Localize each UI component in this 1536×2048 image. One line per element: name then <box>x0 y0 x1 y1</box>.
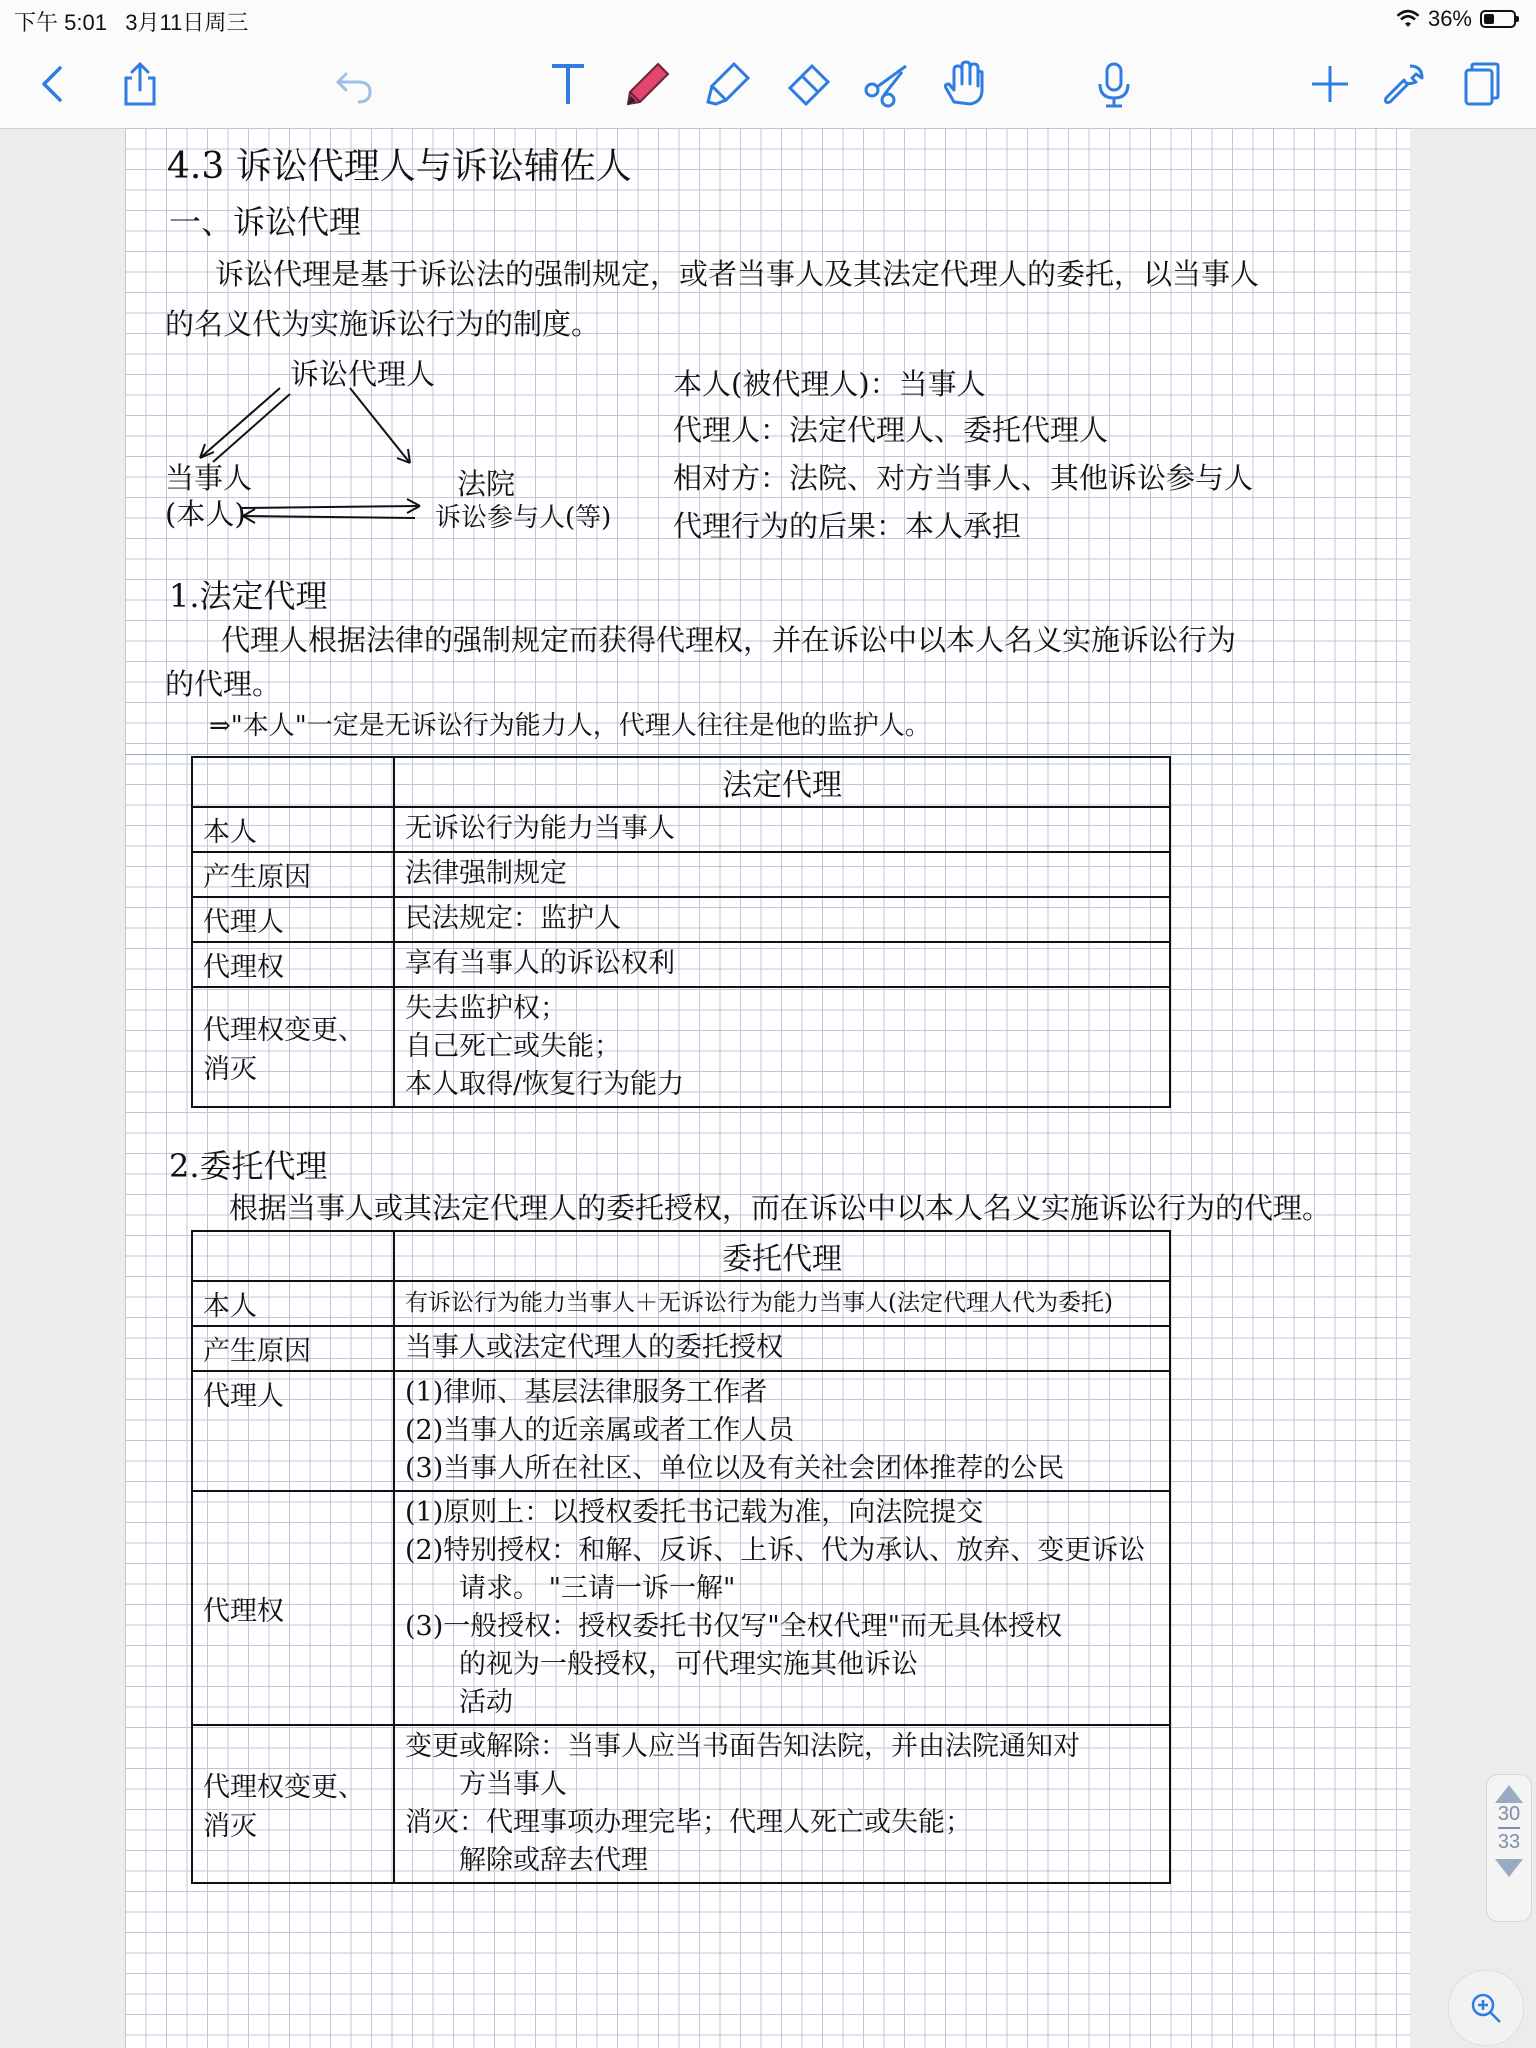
table-row <box>192 897 1170 942</box>
page-indicator[interactable] <box>1486 1774 1532 1922</box>
agency-diagram <box>165 358 635 558</box>
table1-value <box>394 897 1170 942</box>
table-row <box>192 807 1170 852</box>
cell-line: 本人取得/恢复行为能力 <box>405 1069 685 1100</box>
section1-heading: 一、诉讼代理 <box>169 203 362 241</box>
table-row <box>192 1371 1170 1491</box>
pages-icon[interactable] <box>1454 56 1510 112</box>
table-row <box>192 1725 1170 1883</box>
table-row <box>192 1326 1170 1371</box>
status-date: 3月11日周三 <box>125 10 249 35</box>
notes-line-2: 代理人：法定代理人、委托代理人 <box>673 413 1109 447</box>
table2-value <box>394 1491 1170 1725</box>
status-right <box>1396 6 1516 32</box>
table2-value <box>394 1326 1170 1371</box>
notes-line-1: 本人(被代理人)：当事人 <box>673 367 986 401</box>
cell-line: (1)律师、基层法律服务工作者 <box>405 1377 768 1408</box>
table-row <box>192 852 1170 897</box>
diagram-principal-line1: 当事人 <box>165 461 253 495</box>
page-break-line <box>125 754 1410 755</box>
table2-header: 委托代理 <box>394 1231 1170 1281</box>
table1-label: 本人 <box>192 807 394 852</box>
section2-text-line2: 的代理。 <box>165 667 282 701</box>
table-row <box>192 987 1170 1107</box>
notes-line-3: 相对方：法院、对方当事人、其他诉讼参与人 <box>673 461 1254 495</box>
cell-line: 的视为一般授权，可代理实施其他诉讼 <box>405 1649 918 1680</box>
eraser-icon[interactable] <box>780 56 836 112</box>
cell-line: (2)特别授权：和解、反诉、上诉、代为承认、放弃、变更诉讼 <box>405 1535 1146 1566</box>
section3-text: 根据当事人或其法定代理人的委托授权，而在诉讼中以本人名义实施诉讼行为的代理。 <box>229 1191 1332 1225</box>
table2-value <box>394 1725 1170 1883</box>
cell-line: 请求。 "三请一诉一解" <box>405 1573 736 1604</box>
table2-value <box>394 1281 1170 1326</box>
settings-wrench-icon[interactable] <box>1376 56 1432 112</box>
table2-label: 产生原因 <box>192 1326 394 1371</box>
table2-value <box>394 1371 1170 1491</box>
page-separator <box>1498 1827 1520 1829</box>
diagram-principal-line2: (本人) <box>165 497 246 531</box>
lasso-scissors-icon[interactable] <box>858 56 914 112</box>
diagram-court-line1: 法院 <box>457 467 516 501</box>
table1-value <box>394 942 1170 987</box>
add-icon[interactable] <box>1302 56 1358 112</box>
zoom-in-icon <box>1468 1990 1504 2026</box>
cell-line: 消灭：代理事项办理完毕；代理人死亡或失能； <box>405 1807 972 1838</box>
section1-text-line2: 的名义代为实施诉讼行为的制度。 <box>165 307 601 341</box>
cell-line: 法律强制规定 <box>405 858 567 889</box>
cell-line: 无诉讼行为能力当事人 <box>405 813 675 844</box>
table-row <box>192 1491 1170 1725</box>
cell-line: (3)当事人所在社区、单位以及有关社会团体推荐的公民 <box>405 1453 1065 1484</box>
battery-icon <box>1480 10 1516 28</box>
table-row <box>192 1281 1170 1326</box>
share-icon[interactable] <box>112 56 168 112</box>
page-down-icon[interactable] <box>1495 1859 1523 1877</box>
table1-label: 代理权变更、消灭 <box>192 987 394 1107</box>
diagram-agent: 诉讼代理人 <box>290 357 436 391</box>
table1-value <box>394 987 1170 1107</box>
cell-line: 解除或辞去代理 <box>405 1845 648 1876</box>
cell-line: 方当事人 <box>405 1769 567 1800</box>
cell-line: (2)当事人的近亲属或者工作人员 <box>405 1415 795 1446</box>
cell-line: 享有当事人的诉讼权利 <box>405 948 675 979</box>
cell-line: 民法规定：监护人 <box>405 903 621 934</box>
highlighter-icon[interactable] <box>700 56 756 112</box>
cell-line: 变更或解除：当事人应当书面告知法院，并由法院通知对 <box>405 1731 1080 1762</box>
undo-icon[interactable] <box>326 56 382 112</box>
table1-label: 代理人 <box>192 897 394 942</box>
legal-agency-table <box>191 756 1171 1108</box>
table2-label: 本人 <box>192 1281 394 1326</box>
zoom-button[interactable] <box>1448 1970 1524 2046</box>
table2-label: 代理权变更、消灭 <box>192 1725 394 1883</box>
table1-header: 法定代理 <box>394 757 1170 807</box>
microphone-icon[interactable] <box>1086 56 1142 112</box>
table1-header-row <box>192 757 1170 807</box>
cell-line: (1)原则上：以授权委托书记载为准，向法院提交 <box>405 1497 984 1528</box>
note-title: 4.3 诉讼代理人与诉讼辅佐人 <box>167 146 632 187</box>
section2-heading: 1.法定代理 <box>169 577 328 615</box>
cell-line: 当事人或法定代理人的委托授权 <box>405 1332 783 1363</box>
table2-header-row <box>192 1231 1170 1281</box>
cell-line: 失去监护权； <box>405 993 567 1024</box>
total-pages: 33 <box>1497 1831 1521 1853</box>
battery-percent: 36% <box>1427 6 1472 31</box>
back-chevron-icon[interactable] <box>26 56 82 112</box>
toolbar <box>0 40 1536 129</box>
table1-value <box>394 807 1170 852</box>
section2-text-line3: ⇒"本人"一定是无诉讼行为能力人，代理人往往是他的监护人。 <box>209 711 931 741</box>
status-time: 下午 5:01 <box>14 10 107 35</box>
page-up-icon[interactable] <box>1495 1785 1523 1803</box>
note-page[interactable] <box>125 128 1410 2048</box>
table1-value <box>394 852 1170 897</box>
notes-line-4: 代理行为的后果：本人承担 <box>673 509 1022 543</box>
cell-line: 有诉讼行为能力当事人＋无诉讼行为能力当事人(法定代理人代为委托) <box>405 1290 1113 1316</box>
diagram-court-line2: 诉讼参与人(等) <box>435 503 612 533</box>
status-bar <box>0 0 1536 40</box>
table2-label: 代理人 <box>192 1371 394 1491</box>
current-page: 30 <box>1497 1803 1521 1825</box>
wifi-icon <box>1396 9 1420 29</box>
section2-text-line1: 代理人根据法律的强制规定而获得代理权，并在诉讼中以本人名义实施诉讼行为 <box>221 623 1237 657</box>
table2-label: 代理权 <box>192 1491 394 1725</box>
cell-line: 活动 <box>405 1687 513 1718</box>
table1-label: 产生原因 <box>192 852 394 897</box>
text-tool-icon[interactable] <box>540 56 596 112</box>
cell-line: (3)一般授权：授权委托书仅写"全权代理"而无具体授权 <box>405 1611 1063 1642</box>
hand-icon[interactable] <box>936 56 992 112</box>
table-row <box>192 942 1170 987</box>
section1-text-line1: 诉讼代理是基于诉讼法的强制规定，或者当事人及其法定代理人的委托，以当事人 <box>215 257 1260 291</box>
status-time-date <box>14 6 248 37</box>
pen-icon[interactable] <box>620 56 676 112</box>
table1-label: 代理权 <box>192 942 394 987</box>
entrusted-agency-table <box>191 1230 1171 1884</box>
section3-heading: 2.委托代理 <box>169 1147 328 1185</box>
cell-line: 自己死亡或失能； <box>405 1031 621 1062</box>
